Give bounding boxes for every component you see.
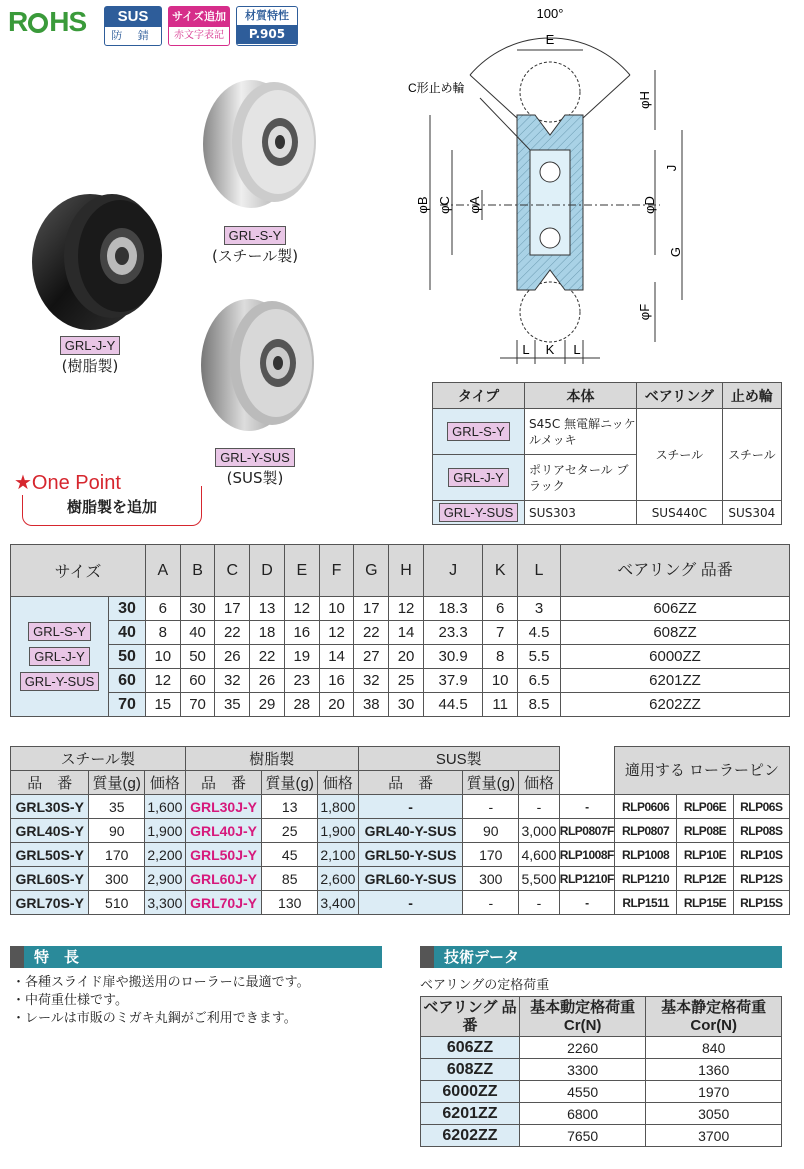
- roller-pin-cell: RLP06E: [677, 795, 733, 819]
- size-cell: 16: [319, 669, 354, 693]
- price-cell: GRL60J-Y: [185, 867, 262, 891]
- rohs-logo: R HS: [8, 6, 87, 37]
- size-cell: 8: [483, 645, 518, 669]
- dim-c-label: φC: [437, 196, 452, 214]
- size-cell: 6: [145, 597, 180, 621]
- tech-subtitle: ベアリングの定格荷重: [420, 978, 550, 993]
- load-cell: 4550: [519, 1081, 645, 1103]
- price-row: [11, 891, 790, 915]
- size-cell: 35: [215, 693, 250, 717]
- roller-pin-cell: RLP15E: [677, 891, 733, 915]
- size-cell: 20: [389, 645, 424, 669]
- size-col-header: A: [145, 545, 180, 597]
- steel-roller-image: [196, 72, 326, 212]
- price-cell: 2,100: [318, 843, 359, 867]
- price-cell: GRL60-Y-SUS: [358, 867, 463, 891]
- load-cell: 6000ZZ: [421, 1081, 520, 1103]
- load-row: [421, 1103, 782, 1125]
- price-cell: GRL50J-Y: [185, 843, 262, 867]
- dim-l2-label: L: [573, 342, 581, 357]
- size-cell: 40: [109, 621, 146, 645]
- price-cell: 35: [89, 795, 145, 819]
- load-cell: 7650: [519, 1125, 645, 1147]
- dim-e-label: E: [545, 32, 555, 47]
- price-cell: GRL30S-Y: [11, 795, 89, 819]
- roller-pin-cell: RLP1210F: [559, 867, 614, 891]
- size-cell: 10: [145, 645, 180, 669]
- size-cell: 3: [518, 597, 561, 621]
- ring-label: C形止め輪: [408, 81, 465, 95]
- size-cell: 38: [354, 693, 389, 717]
- size-cell: 6201ZZ: [560, 669, 789, 693]
- size-cell: 26: [215, 645, 250, 669]
- price-cell: 45: [262, 843, 318, 867]
- size-col-header: C: [215, 545, 250, 597]
- size-cell: 10: [319, 597, 354, 621]
- size-cell: 19: [284, 645, 319, 669]
- size-cell: 18: [250, 621, 285, 645]
- price-cell: 25: [262, 819, 318, 843]
- size-cell: 32: [215, 669, 250, 693]
- price-cell: 85: [262, 867, 318, 891]
- roller-pin-cell: -: [559, 891, 614, 915]
- price-cell: 3,300: [145, 891, 186, 915]
- dim-g-label: G: [668, 246, 683, 258]
- size-cell: 26: [250, 669, 285, 693]
- size-cell: 40: [180, 621, 215, 645]
- load-cell: 6800: [519, 1103, 645, 1125]
- size-cell: 27: [354, 645, 389, 669]
- size-row: [11, 597, 790, 621]
- size-cell: 12: [389, 597, 424, 621]
- size-cell: 16: [284, 621, 319, 645]
- size-cell: 44.5: [423, 693, 482, 717]
- price-cell: GRL70J-Y: [185, 891, 262, 915]
- price-row: [11, 795, 790, 819]
- roller-pin-cell: RLP1008F: [559, 843, 614, 867]
- price-cell: 1,900: [318, 819, 359, 843]
- size-cell: 20: [319, 693, 354, 717]
- size-cell: 17: [215, 597, 250, 621]
- size-cell: 14: [319, 645, 354, 669]
- size-col-header: ベアリング 品番: [560, 545, 789, 597]
- price-cell: 5,500: [519, 867, 560, 891]
- size-cell: 60: [180, 669, 215, 693]
- resin-roller-image: [20, 182, 170, 332]
- type-tag: GRL-Y-SUS: [20, 672, 100, 691]
- price-cell: 170: [89, 843, 145, 867]
- price-cell: 300: [89, 867, 145, 891]
- roller-pin-cell: RLP0807: [614, 819, 677, 843]
- size-col-header: G: [354, 545, 389, 597]
- load-table: ベアリング 品番 基本動定格荷重 Cr(N) 基本静定格荷重 Cor(N) 606ZZ 2260 840 608ZZ 3300 1360 6000ZZ 4550 1970 6201ZZ 6800 3050 6202ZZ 7650 3700: [420, 996, 782, 1147]
- size-row: [11, 645, 790, 669]
- price-row: [11, 843, 790, 867]
- dimension-diagram: [400, 0, 700, 372]
- price-cell: 300: [463, 867, 519, 891]
- dim-l1-label: L: [522, 342, 530, 357]
- load-cell: 1970: [646, 1081, 782, 1103]
- size-col-header: サイズ: [11, 545, 146, 597]
- size-row: [11, 669, 790, 693]
- material-badge: 材質特性 P.905: [236, 6, 298, 46]
- load-cell: 1360: [646, 1059, 782, 1081]
- roller-pin-cell: RLP0606: [614, 795, 677, 819]
- load-cell: 3300: [519, 1059, 645, 1081]
- size-col-header: B: [180, 545, 215, 597]
- size-cell: 15: [145, 693, 180, 717]
- product-label-steel: GRL-S-Y (スチール製): [211, 228, 299, 265]
- size-cell: 7: [483, 621, 518, 645]
- size-cell: 6000ZZ: [560, 645, 789, 669]
- size-row: [11, 621, 790, 645]
- load-cell: 6201ZZ: [421, 1103, 520, 1125]
- size-cell: 11: [483, 693, 518, 717]
- load-cell: 608ZZ: [421, 1059, 520, 1081]
- roller-pin-cell: RLP12S: [733, 867, 789, 891]
- dim-k-label: K: [545, 342, 555, 357]
- product-label-resin: GRL-J-Y (樹脂製): [61, 338, 119, 375]
- load-row: [421, 1081, 782, 1103]
- roller-pin-cell: RLP15S: [733, 891, 789, 915]
- price-cell: 90: [89, 819, 145, 843]
- roller-pin-cell: RLP08S: [733, 819, 789, 843]
- load-cell: 2260: [519, 1037, 645, 1059]
- size-cell: 23: [284, 669, 319, 693]
- dim-d-label: φD: [642, 196, 657, 214]
- load-row: [421, 1125, 782, 1147]
- price-cell: 130: [262, 891, 318, 915]
- size-cell: 30.9: [423, 645, 482, 669]
- price-cell: 2,900: [145, 867, 186, 891]
- size-cell: 37.9: [423, 669, 482, 693]
- size-cell: 30: [389, 693, 424, 717]
- size-cell: 22: [354, 621, 389, 645]
- size-cell: 12: [145, 669, 180, 693]
- size-cell: 6: [483, 597, 518, 621]
- size-cell: 22: [215, 621, 250, 645]
- price-cell: 13: [262, 795, 318, 819]
- size-cell: 18.3: [423, 597, 482, 621]
- type-tag: GRL-J-Y: [29, 647, 90, 666]
- size-cell: 8.5: [518, 693, 561, 717]
- tech-header: 技術データ: [420, 946, 782, 968]
- size-row: [11, 693, 790, 717]
- size-cell: 50: [180, 645, 215, 669]
- load-cell: 3700: [646, 1125, 782, 1147]
- price-cell: GRL70S-Y: [11, 891, 89, 915]
- type-table: タイプ 本体 ベアリング 止め輪 GRL-S-Y S45C 無電解ニッケルメッキ スチール スチール GRL-J-Y ポリアセタール ブラック GRL-Y-SUS SUS303 SUS440C SUS304: [432, 382, 782, 525]
- size-col-header: J: [423, 545, 482, 597]
- load-cell: 840: [646, 1037, 782, 1059]
- price-cell: GRL50S-Y: [11, 843, 89, 867]
- size-col-header: K: [483, 545, 518, 597]
- price-cell: GRL30J-Y: [185, 795, 262, 819]
- size-cell: 60: [109, 669, 146, 693]
- size-cell: 32: [354, 669, 389, 693]
- roller-pin-cell: RLP1008: [614, 843, 677, 867]
- price-cell: 1,600: [145, 795, 186, 819]
- size-cell: 70: [109, 693, 146, 717]
- price-row: [11, 867, 790, 891]
- price-cell: -: [358, 891, 463, 915]
- size-cell: 6202ZZ: [560, 693, 789, 717]
- price-row: [11, 819, 790, 843]
- roller-pin-cell: RLP1210: [614, 867, 677, 891]
- size-cell: 29: [250, 693, 285, 717]
- product-label-sus: GRL-Y-SUS (SUS製): [200, 448, 310, 488]
- angle-label: 100°: [536, 6, 564, 21]
- load-cell: 6202ZZ: [421, 1125, 520, 1147]
- size-cell: 17: [354, 597, 389, 621]
- size-cell: 30: [109, 597, 146, 621]
- size-cell: 22: [250, 645, 285, 669]
- price-cell: GRL50-Y-SUS: [358, 843, 463, 867]
- one-point-callout: 樹脂製を追加 ★One Point: [14, 470, 204, 526]
- size-added-badge: サイズ追加 赤文字表記: [168, 6, 230, 46]
- roller-pin-cell: RLP1511: [614, 891, 677, 915]
- size-cell: 14: [389, 621, 424, 645]
- features-list: ・各種スライド扉や搬送用のローラーに最適です。 ・中荷重仕様です。 ・レールは市販のミガキ丸鋼がご利用できます。: [12, 975, 310, 1026]
- size-cell: 6.5: [518, 669, 561, 693]
- sus-roller-image: [194, 290, 324, 440]
- size-cell: 606ZZ: [560, 597, 789, 621]
- size-cell: 30: [180, 597, 215, 621]
- price-cell: -: [519, 795, 560, 819]
- roller-pin-cell: RLP10S: [733, 843, 789, 867]
- sus-badge: SUS 防 錆: [104, 6, 162, 46]
- load-cell: 3050: [646, 1103, 782, 1125]
- size-cell: 12: [284, 597, 319, 621]
- price-cell: -: [358, 795, 463, 819]
- price-cell: 2,600: [318, 867, 359, 891]
- price-cell: 510: [89, 891, 145, 915]
- size-col-header: D: [250, 545, 285, 597]
- dim-b-label: φB: [415, 196, 430, 214]
- dim-j-label: J: [664, 164, 679, 172]
- size-col-header: F: [319, 545, 354, 597]
- roller-pin-cell: RLP08E: [677, 819, 733, 843]
- size-cell: 4.5: [518, 621, 561, 645]
- size-col-header: L: [518, 545, 561, 597]
- price-cell: 2,200: [145, 843, 186, 867]
- price-cell: GRL40S-Y: [11, 819, 89, 843]
- roller-pin-cell: RLP10E: [677, 843, 733, 867]
- roller-pin-cell: -: [559, 795, 614, 819]
- price-cell: 90: [463, 819, 519, 843]
- size-col-header: E: [284, 545, 319, 597]
- size-col-header: H: [389, 545, 424, 597]
- roller-pin-cell: RLP12E: [677, 867, 733, 891]
- price-cell: GRL40-Y-SUS: [358, 819, 463, 843]
- size-cell: 28: [284, 693, 319, 717]
- size-cell: 8: [145, 621, 180, 645]
- dim-a-label: φA: [467, 196, 482, 214]
- price-cell: -: [463, 795, 519, 819]
- price-cell: GRL40J-Y: [185, 819, 262, 843]
- price-cell: 4,600: [519, 843, 560, 867]
- type-tag: GRL-S-Y: [28, 622, 91, 641]
- load-cell: 606ZZ: [421, 1037, 520, 1059]
- size-cell: 608ZZ: [560, 621, 789, 645]
- features-header: 特 長: [10, 946, 382, 968]
- price-cell: 170: [463, 843, 519, 867]
- roller-pin-cell: RLP06S: [733, 795, 789, 819]
- size-cell: 13: [250, 597, 285, 621]
- size-cell: 50: [109, 645, 146, 669]
- size-table: [10, 544, 790, 717]
- load-row: [421, 1037, 782, 1059]
- load-row: [421, 1059, 782, 1081]
- size-cell: 12: [319, 621, 354, 645]
- price-table: スチール製 樹脂製 SUS製 適用する ローラーピン 品 番 質量(g) 価格 品 番 質量(g) 価格 品 番 質量(g) 価格 GRL30S-Y 35 1,600 GRL30J-Y 13 1,800 - - - - RLP0606 RLP06E RLP06S GRL40S-Y 90 1,900 GRL40J-Y 25 1,900 GRL40-Y-SUS 90 3,000 RLP0807F RLP0807 RLP08E RLP08S GRL50S-Y 170 2,200 GRL50J-Y 45 2,100 GRL50-Y-SUS 170 4,600 RLP1008F RLP1008 RLP10E RLP10S GRL60S-Y 300 2,900 GRL60J-Y 85 2,600 GRL60-Y-SUS 300 5,500 RLP1210F RLP1210 RLP12E RLP12S GRL70S-Y 510 3,300 GRL70J-Y 130 3,400 - - - - RLP1511 RLP15E RLP15S: [10, 746, 790, 915]
- size-type-cell: [11, 597, 109, 717]
- size-cell: 23.3: [423, 621, 482, 645]
- price-cell: GRL60S-Y: [11, 867, 89, 891]
- price-cell: 1,800: [318, 795, 359, 819]
- size-cell: 25: [389, 669, 424, 693]
- size-cell: 5.5: [518, 645, 561, 669]
- size-cell: 10: [483, 669, 518, 693]
- price-cell: 3,000: [519, 819, 560, 843]
- price-cell: 1,900: [145, 819, 186, 843]
- roller-pin-cell: RLP0807F: [559, 819, 614, 843]
- price-cell: -: [463, 891, 519, 915]
- dim-h-label: φH: [637, 91, 652, 109]
- size-cell: 70: [180, 693, 215, 717]
- price-cell: 3,400: [318, 891, 359, 915]
- price-cell: -: [519, 891, 560, 915]
- dim-f-label: φF: [637, 303, 652, 321]
